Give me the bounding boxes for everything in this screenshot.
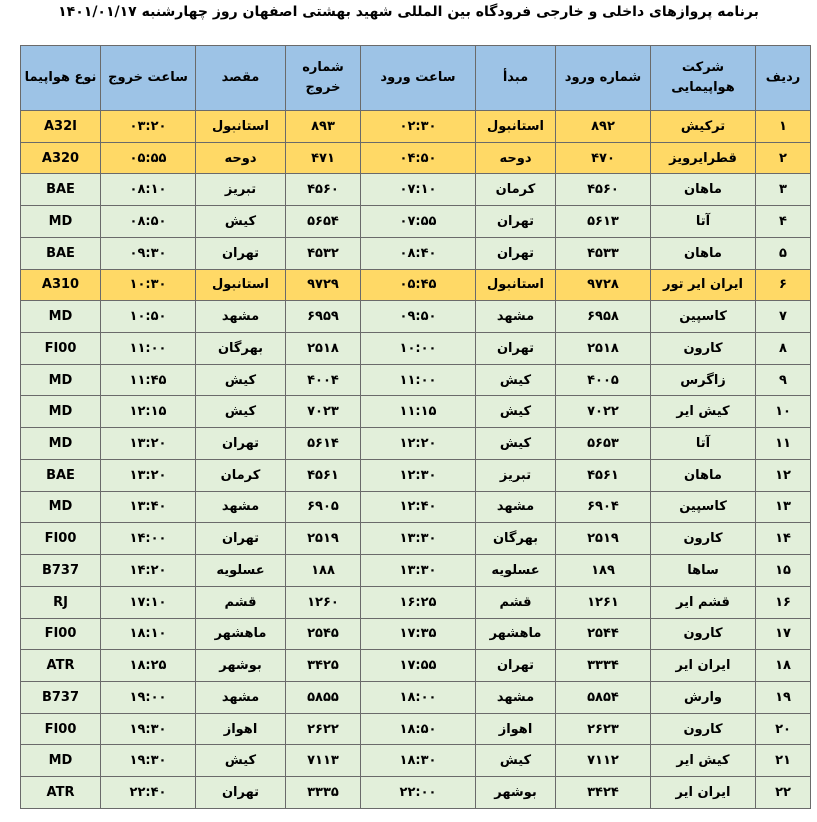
cell-arrival-number: ۵۶۱۳ xyxy=(556,206,651,238)
cell-origin: استانبول xyxy=(476,111,556,143)
cell-departure-number: ۷۱۱۳ xyxy=(286,745,361,777)
cell-row-number: ۱۹ xyxy=(756,681,811,713)
header-row-number: ردیف xyxy=(756,46,811,111)
cell-destination: استانبول xyxy=(196,269,286,301)
cell-departure-time: ۱۳:۲۰ xyxy=(101,459,196,491)
cell-aircraft-type: MD xyxy=(21,745,101,777)
cell-origin: استانبول xyxy=(476,269,556,301)
cell-arrival-number: ۵۶۵۳ xyxy=(556,428,651,460)
cell-departure-number: ۵۸۵۵ xyxy=(286,681,361,713)
cell-airline: کاسپین xyxy=(651,491,756,523)
cell-arrival-time: ۱۲:۲۰ xyxy=(361,428,476,460)
cell-aircraft-type: FI00 xyxy=(21,523,101,555)
cell-arrival-time: ۱۳:۳۰ xyxy=(361,523,476,555)
cell-arrival-time: ۲۲:۰۰ xyxy=(361,777,476,809)
cell-arrival-time: ۱۱:۰۰ xyxy=(361,364,476,396)
cell-arrival-number: ۴۵۶۱ xyxy=(556,459,651,491)
table-row xyxy=(21,364,811,396)
cell-airline: ساها xyxy=(651,555,756,587)
cell-aircraft-type: B737 xyxy=(21,681,101,713)
cell-row-number: ۱۷ xyxy=(756,618,811,650)
cell-destination: بهرگان xyxy=(196,333,286,365)
table-row xyxy=(21,269,811,301)
cell-arrival-time: ۱۳:۳۰ xyxy=(361,555,476,587)
cell-departure-time: ۱۸:۱۰ xyxy=(101,618,196,650)
cell-origin: بهرگان xyxy=(476,523,556,555)
table-row xyxy=(21,555,811,587)
cell-arrival-number: ۴۵۶۰ xyxy=(556,174,651,206)
cell-arrival-time: ۰۹:۵۰ xyxy=(361,301,476,333)
table-row xyxy=(21,650,811,682)
cell-destination: استانبول xyxy=(196,111,286,143)
cell-aircraft-type: RJ xyxy=(21,586,101,618)
cell-row-number: ۲۱ xyxy=(756,745,811,777)
cell-aircraft-type: B737 xyxy=(21,555,101,587)
cell-origin: قشم xyxy=(476,586,556,618)
cell-airline: آتا xyxy=(651,428,756,460)
cell-airline: ماهان xyxy=(651,237,756,269)
cell-aircraft-type: MD xyxy=(21,491,101,523)
cell-origin: کیش xyxy=(476,364,556,396)
cell-airline: زاگرس xyxy=(651,364,756,396)
cell-departure-time: ۱۲:۱۵ xyxy=(101,396,196,428)
cell-departure-time: ۲۲:۴۰ xyxy=(101,777,196,809)
cell-arrival-time: ۰۸:۴۰ xyxy=(361,237,476,269)
table-header-row xyxy=(21,46,811,111)
table-row xyxy=(21,459,811,491)
header-aircraft-type: نوع هواپیما xyxy=(21,46,101,111)
cell-aircraft-type: A310 xyxy=(21,269,101,301)
cell-departure-time: ۱۱:۴۵ xyxy=(101,364,196,396)
cell-arrival-number: ۳۳۳۴ xyxy=(556,650,651,682)
cell-aircraft-type: MD xyxy=(21,364,101,396)
cell-aircraft-type: BAE xyxy=(21,237,101,269)
table-row xyxy=(21,142,811,174)
cell-airline: وارش xyxy=(651,681,756,713)
cell-row-number: ۳ xyxy=(756,174,811,206)
cell-arrival-time: ۱۶:۲۵ xyxy=(361,586,476,618)
cell-origin: تبریز xyxy=(476,459,556,491)
cell-origin: تهران xyxy=(476,650,556,682)
cell-aircraft-type: A32I xyxy=(21,111,101,143)
cell-aircraft-type: ATR xyxy=(21,650,101,682)
cell-row-number: ۱۱ xyxy=(756,428,811,460)
cell-arrival-number: ۹۷۲۸ xyxy=(556,269,651,301)
cell-airline: ماهان xyxy=(651,459,756,491)
table-row xyxy=(21,111,811,143)
cell-departure-number: ۴۰۰۴ xyxy=(286,364,361,396)
header-airline: شرکت هواپیمایی xyxy=(651,46,756,111)
cell-origin: کرمان xyxy=(476,174,556,206)
cell-airline: آتا xyxy=(651,206,756,238)
cell-departure-time: ۱۴:۰۰ xyxy=(101,523,196,555)
cell-row-number: ۲۲ xyxy=(756,777,811,809)
cell-origin: تهران xyxy=(476,237,556,269)
cell-departure-number: ۴۵۶۱ xyxy=(286,459,361,491)
cell-arrival-number: ۴۷۰ xyxy=(556,142,651,174)
cell-origin: دوحه xyxy=(476,142,556,174)
cell-aircraft-type: FI00 xyxy=(21,713,101,745)
cell-arrival-time: ۰۷:۵۵ xyxy=(361,206,476,238)
cell-airline: کارون xyxy=(651,523,756,555)
header-origin: مبدأ xyxy=(476,46,556,111)
cell-aircraft-type: BAE xyxy=(21,174,101,206)
cell-departure-number: ۵۶۱۴ xyxy=(286,428,361,460)
cell-row-number: ۲۰ xyxy=(756,713,811,745)
cell-row-number: ۲ xyxy=(756,142,811,174)
cell-row-number: ۶ xyxy=(756,269,811,301)
cell-departure-time: ۰۸:۵۰ xyxy=(101,206,196,238)
cell-row-number: ۱۵ xyxy=(756,555,811,587)
cell-destination: کرمان xyxy=(196,459,286,491)
cell-arrival-time: ۰۲:۳۰ xyxy=(361,111,476,143)
cell-arrival-number: ۴۰۰۵ xyxy=(556,364,651,396)
cell-origin: مشهد xyxy=(476,681,556,713)
cell-row-number: ۴ xyxy=(756,206,811,238)
cell-row-number: ۷ xyxy=(756,301,811,333)
cell-departure-number: ۵۶۵۴ xyxy=(286,206,361,238)
cell-destination: مشهد xyxy=(196,301,286,333)
table-row xyxy=(21,428,811,460)
cell-departure-number: ۳۳۳۵ xyxy=(286,777,361,809)
cell-arrival-number: ۶۹۵۸ xyxy=(556,301,651,333)
cell-departure-number: ۲۵۴۵ xyxy=(286,618,361,650)
cell-aircraft-type: FI00 xyxy=(21,333,101,365)
cell-arrival-time: ۱۲:۴۰ xyxy=(361,491,476,523)
cell-row-number: ۱ xyxy=(756,111,811,143)
cell-departure-time: ۰۹:۳۰ xyxy=(101,237,196,269)
cell-departure-number: ۶۹۰۵ xyxy=(286,491,361,523)
cell-origin: کیش xyxy=(476,745,556,777)
cell-departure-time: ۱۰:۳۰ xyxy=(101,269,196,301)
cell-airline: ماهان xyxy=(651,174,756,206)
header-departure-number: شماره خروج xyxy=(286,46,361,111)
header-destination: مقصد xyxy=(196,46,286,111)
cell-destination: تهران xyxy=(196,523,286,555)
cell-destination: مشهد xyxy=(196,681,286,713)
cell-destination: کیش xyxy=(196,206,286,238)
cell-departure-time: ۱۰:۵۰ xyxy=(101,301,196,333)
cell-departure-time: ۱۴:۲۰ xyxy=(101,555,196,587)
cell-origin: مشهد xyxy=(476,491,556,523)
cell-row-number: ۸ xyxy=(756,333,811,365)
table-row xyxy=(21,237,811,269)
cell-departure-number: ۱۸۸ xyxy=(286,555,361,587)
cell-arrival-number: ۷۱۱۲ xyxy=(556,745,651,777)
cell-row-number: ۱۶ xyxy=(756,586,811,618)
cell-departure-number: ۴۵۶۰ xyxy=(286,174,361,206)
cell-destination: دوحه xyxy=(196,142,286,174)
cell-destination: ماهشهر xyxy=(196,618,286,650)
table-row xyxy=(21,491,811,523)
cell-arrival-time: ۱۷:۵۵ xyxy=(361,650,476,682)
cell-origin: اهواز xyxy=(476,713,556,745)
cell-origin: مشهد xyxy=(476,301,556,333)
cell-departure-time: ۱۳:۴۰ xyxy=(101,491,196,523)
cell-airline: کارون xyxy=(651,333,756,365)
cell-origin: عسلویه xyxy=(476,555,556,587)
table-row xyxy=(21,206,811,238)
cell-row-number: ۱۸ xyxy=(756,650,811,682)
cell-departure-number: ۹۷۲۹ xyxy=(286,269,361,301)
header-arrival-time: ساعت ورود xyxy=(361,46,476,111)
cell-arrival-number: ۱۲۶۱ xyxy=(556,586,651,618)
table-row xyxy=(21,745,811,777)
cell-aircraft-type: BAE xyxy=(21,459,101,491)
cell-origin: بوشهر xyxy=(476,777,556,809)
cell-row-number: ۵ xyxy=(756,237,811,269)
cell-departure-number: ۶۹۵۹ xyxy=(286,301,361,333)
cell-destination: تهران xyxy=(196,428,286,460)
table-row xyxy=(21,396,811,428)
table-row xyxy=(21,301,811,333)
cell-arrival-time: ۱۰:۰۰ xyxy=(361,333,476,365)
cell-departure-time: ۰۸:۱۰ xyxy=(101,174,196,206)
cell-departure-number: ۲۵۱۸ xyxy=(286,333,361,365)
cell-departure-number: ۱۲۶۰ xyxy=(286,586,361,618)
cell-departure-time: ۱۷:۱۰ xyxy=(101,586,196,618)
cell-destination: مشهد xyxy=(196,491,286,523)
header-departure-time: ساعت خروج xyxy=(101,46,196,111)
cell-departure-time: ۰۳:۲۰ xyxy=(101,111,196,143)
cell-destination: تهران xyxy=(196,777,286,809)
cell-departure-number: ۴۷۱ xyxy=(286,142,361,174)
cell-arrival-time: ۱۱:۱۵ xyxy=(361,396,476,428)
cell-destination: کیش xyxy=(196,396,286,428)
table-row xyxy=(21,777,811,809)
cell-arrival-number: ۴۵۳۳ xyxy=(556,237,651,269)
cell-departure-time: ۱۱:۰۰ xyxy=(101,333,196,365)
cell-airline: ایران ایر xyxy=(651,777,756,809)
cell-origin: ماهشهر xyxy=(476,618,556,650)
cell-arrival-time: ۱۸:۰۰ xyxy=(361,681,476,713)
cell-arrival-time: ۰۷:۱۰ xyxy=(361,174,476,206)
cell-arrival-number: ۲۵۱۸ xyxy=(556,333,651,365)
cell-departure-time: ۱۹:۳۰ xyxy=(101,713,196,745)
cell-destination: تهران xyxy=(196,237,286,269)
table-row xyxy=(21,586,811,618)
flight-schedule-table xyxy=(20,45,811,809)
cell-destination: اهواز xyxy=(196,713,286,745)
table-row xyxy=(21,523,811,555)
cell-airline: کارون xyxy=(651,713,756,745)
cell-arrival-number: ۳۴۲۴ xyxy=(556,777,651,809)
table-row xyxy=(21,174,811,206)
cell-origin: تهران xyxy=(476,333,556,365)
page-title: برنامه پروازهای داخلی و خارجی فرودگاه بین المللی شهید بهشتی اصفهان روز چهارشنبه ۱۴۰۱/۰۱/۱۷ xyxy=(58,4,759,20)
cell-destination: عسلویه xyxy=(196,555,286,587)
cell-airline: ایران ایر xyxy=(651,650,756,682)
cell-airline: کیش ایر xyxy=(651,396,756,428)
cell-destination: کیش xyxy=(196,745,286,777)
cell-row-number: ۱۴ xyxy=(756,523,811,555)
cell-departure-number: ۳۴۲۵ xyxy=(286,650,361,682)
cell-departure-number: ۴۵۳۲ xyxy=(286,237,361,269)
cell-aircraft-type: A320 xyxy=(21,142,101,174)
cell-arrival-number: ۵۸۵۴ xyxy=(556,681,651,713)
cell-arrival-time: ۱۸:۵۰ xyxy=(361,713,476,745)
cell-arrival-time: ۱۷:۳۵ xyxy=(361,618,476,650)
cell-destination: بوشهر xyxy=(196,650,286,682)
cell-airline: ایران ایر تور xyxy=(651,269,756,301)
cell-departure-number: ۲۵۱۹ xyxy=(286,523,361,555)
cell-departure-time: ۱۸:۲۵ xyxy=(101,650,196,682)
cell-airline: ترکیش xyxy=(651,111,756,143)
cell-aircraft-type: FI00 xyxy=(21,618,101,650)
cell-arrival-number: ۷۰۲۲ xyxy=(556,396,651,428)
cell-departure-number: ۷۰۲۳ xyxy=(286,396,361,428)
cell-departure-time: ۱۳:۲۰ xyxy=(101,428,196,460)
cell-origin: کیش xyxy=(476,428,556,460)
table-row xyxy=(21,713,811,745)
cell-airline: قشم ایر xyxy=(651,586,756,618)
cell-airline: کاسپین xyxy=(651,301,756,333)
cell-origin: تهران xyxy=(476,206,556,238)
cell-aircraft-type: MD xyxy=(21,396,101,428)
cell-arrival-time: ۰۵:۴۵ xyxy=(361,269,476,301)
cell-departure-time: ۱۹:۰۰ xyxy=(101,681,196,713)
cell-airline: کارون xyxy=(651,618,756,650)
cell-arrival-number: ۱۸۹ xyxy=(556,555,651,587)
cell-row-number: ۱۲ xyxy=(756,459,811,491)
cell-aircraft-type: MD xyxy=(21,428,101,460)
cell-origin: کیش xyxy=(476,396,556,428)
cell-arrival-time: ۰۴:۵۰ xyxy=(361,142,476,174)
cell-arrival-time: ۱۸:۳۰ xyxy=(361,745,476,777)
cell-row-number: ۹ xyxy=(756,364,811,396)
header-arrival-number: شماره ورود xyxy=(556,46,651,111)
table-row xyxy=(21,681,811,713)
cell-row-number: ۱۰ xyxy=(756,396,811,428)
table-row xyxy=(21,333,811,365)
cell-arrival-number: ۸۹۲ xyxy=(556,111,651,143)
cell-arrival-number: ۲۶۲۳ xyxy=(556,713,651,745)
table-row xyxy=(21,618,811,650)
cell-departure-number: ۸۹۳ xyxy=(286,111,361,143)
cell-departure-time: ۱۹:۳۰ xyxy=(101,745,196,777)
cell-destination: تبریز xyxy=(196,174,286,206)
cell-aircraft-type: MD xyxy=(21,301,101,333)
cell-aircraft-type: ATR xyxy=(21,777,101,809)
cell-aircraft-type: MD xyxy=(21,206,101,238)
cell-arrival-number: ۲۵۴۴ xyxy=(556,618,651,650)
cell-arrival-time: ۱۲:۳۰ xyxy=(361,459,476,491)
cell-departure-time: ۰۵:۵۵ xyxy=(101,142,196,174)
cell-arrival-number: ۶۹۰۴ xyxy=(556,491,651,523)
cell-arrival-number: ۲۵۱۹ xyxy=(556,523,651,555)
cell-airline: قطرایرویز xyxy=(651,142,756,174)
cell-destination: کیش xyxy=(196,364,286,396)
cell-row-number: ۱۳ xyxy=(756,491,811,523)
cell-airline: کیش ایر xyxy=(651,745,756,777)
cell-destination: قشم xyxy=(196,586,286,618)
cell-departure-number: ۲۶۲۲ xyxy=(286,713,361,745)
